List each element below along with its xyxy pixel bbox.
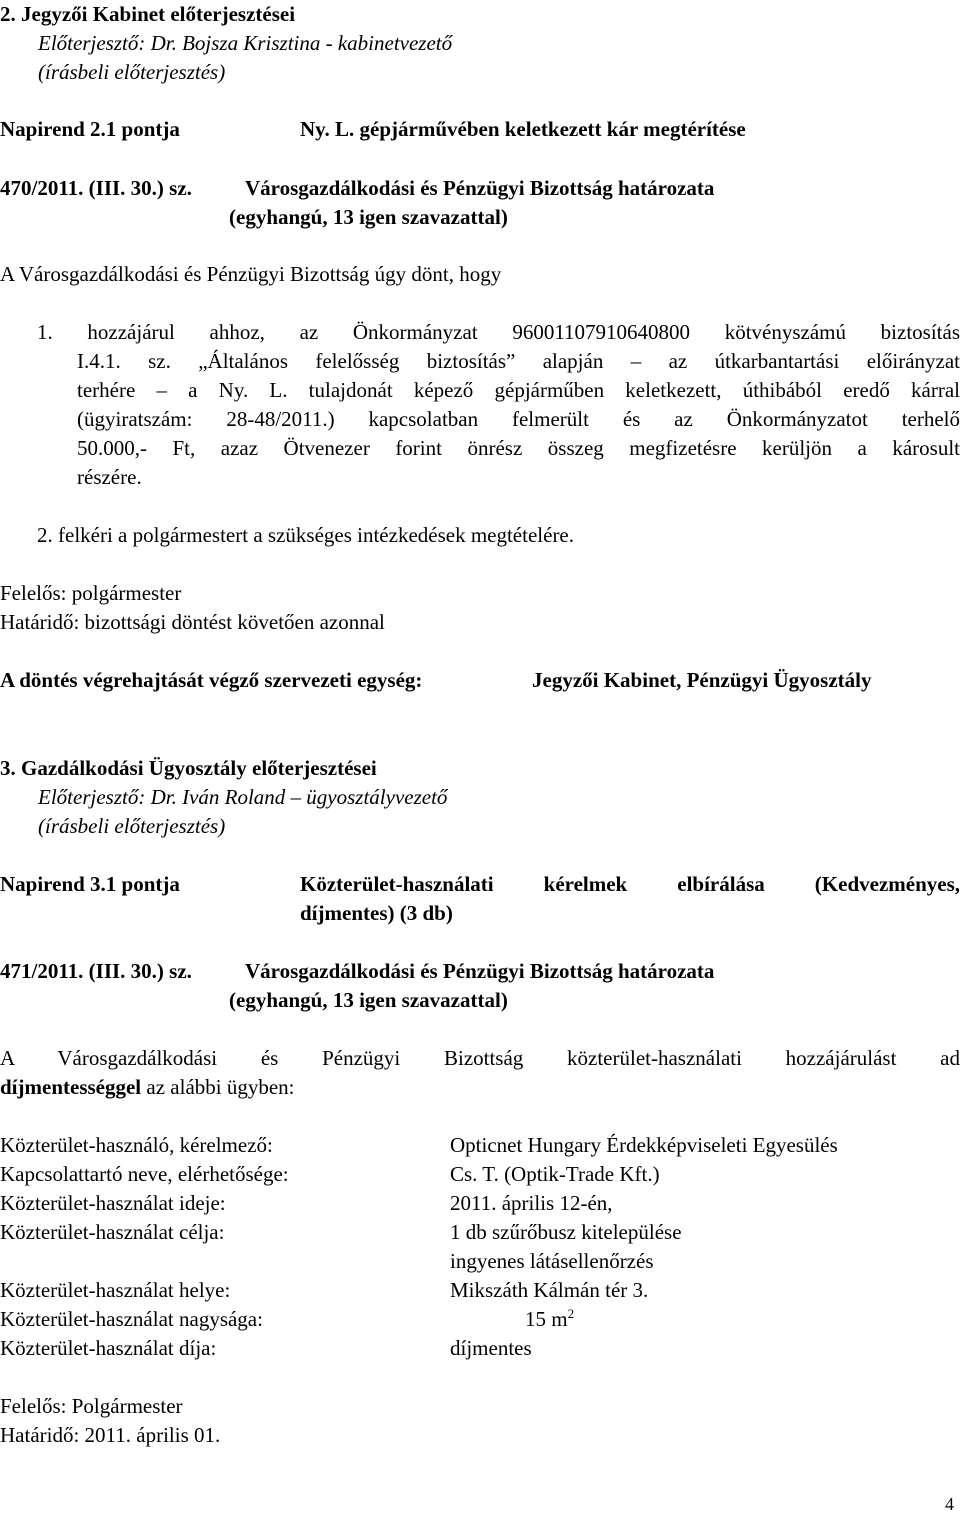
detail-label: Közterület-használat helye: <box>0 1278 231 1302</box>
section2-agenda-label: Napirend 2.1 pontja <box>0 117 180 141</box>
detail-label: Közterület-használat célja: <box>0 1220 225 1244</box>
detail-value: díjmentes <box>450 1336 532 1360</box>
section3-heading: 3. Gazdálkodási Ügyosztály előterjesztései <box>0 756 377 780</box>
detail-value: Mikszáth Kálmán tér 3. <box>450 1278 649 1302</box>
detail-label: Közterület-használat ideje: <box>0 1191 226 1215</box>
detail-label: Közterület-használat díja: <box>0 1336 217 1360</box>
detail-value: 2011. április 12-én, <box>450 1191 613 1215</box>
section2-vote: (egyhangú, 13 igen szavazattal) <box>229 205 508 229</box>
detail-label: Kapcsolattartó neve, elérhetősége: <box>0 1162 289 1186</box>
section3-intro-line2 <box>0 1073 295 1102</box>
page-number: 4 <box>945 1494 954 1514</box>
section2-agenda-title: Ny. L. gépjárművében keletkezett kár megtérítése <box>300 117 746 141</box>
section3-deadline: Határidő: 2011. április 01. <box>0 1423 221 1447</box>
section2-exec-label: A döntés végrehajtását végző szervezeti egység: <box>0 668 423 692</box>
section2-item1-line2: I.4.1. sz. „Általános felelősség biztosítás” alapján – az útkarbantartási előirányzat <box>77 349 960 373</box>
section3-agenda-label: Napirend 3.1 pontja <box>0 872 180 896</box>
detail-label: Közterület-használat nagysága: <box>0 1307 263 1331</box>
section2-exec-value: Jegyzői Kabinet, Pénzügyi Ügyosztály <box>532 668 872 692</box>
detail-value: ingyenes látásellenőrzés <box>450 1249 654 1273</box>
section2-written-note: (írásbeli előterjesztés) <box>38 60 226 84</box>
section2-resolution-number: 470/2011. (III. 30.) sz. <box>0 176 192 200</box>
section3-intro-rest: az alábbi ügyben: <box>141 1075 295 1099</box>
section3-written-note: (írásbeli előterjesztés) <box>38 814 226 838</box>
section2-item1-line1: 1. hozzájárul ahhoz, az Önkormányzat 96001107910640800 kötvényszámú biztosítás <box>37 320 960 344</box>
section2-item1-line4: (ügyiratszám: 28-48/2011.) kapcsolatban felmerült és az Önkormányzatot terhelő <box>77 407 960 431</box>
detail-value <box>525 1305 574 1334</box>
section2-item1-line5: 50.000,- Ft, azaz Ötvenezer forint önrész összeg megfizetésre kerüljön a károsult <box>77 436 960 460</box>
section2-item1-line6: részére. <box>77 465 142 489</box>
section3-agenda-title-line2: díjmentes) (3 db) <box>300 901 453 925</box>
detail-value: Opticnet Hungary Érdekképviseleti Egyesülés <box>450 1133 838 1157</box>
section2-item2: 2. felkéri a polgármestert a szükséges intézkedések megtételére. <box>37 523 575 547</box>
detail-value: 1 db szűrőbusz kitelepülése <box>450 1220 682 1244</box>
section2-presenter: Előterjesztő: Dr. Bojsza Krisztina - kabinetvezető <box>38 31 453 55</box>
section3-vote: (egyhangú, 13 igen szavazattal) <box>229 988 508 1012</box>
section2-intro: A Városgazdálkodási és Pénzügyi Bizottság úgy dönt, hogy <box>0 262 502 286</box>
section2-responsible: Felelős: polgármester <box>0 581 182 605</box>
section3-resolution-title: Városgazdálkodási és Pénzügyi Bizottság határozata <box>245 959 715 983</box>
section2-resolution-title: Városgazdálkodási és Pénzügyi Bizottság határozata <box>245 176 715 200</box>
section3-intro-bold: díjmentességgel <box>0 1075 142 1099</box>
section3-intro-line1: A Városgazdálkodási és Pénzügyi Bizottság közterület-használati hozzájárulást ad <box>0 1046 960 1070</box>
section2-item1-line3: terhére – a Ny. L. tulajdonát képező gépjárműben keletkezett, úthibából eredő kárral <box>77 378 960 402</box>
area-value: 15 m <box>525 1307 568 1331</box>
section3-presenter: Előterjesztő: Dr. Iván Roland – ügyosztályvezető <box>38 785 448 809</box>
section2-heading: 2. Jegyzői Kabinet előterjesztései <box>0 2 296 26</box>
detail-label: Közterület-használó, kérelmező: <box>0 1133 273 1157</box>
area-unit-superscript: 2 <box>567 1306 575 1321</box>
section3-agenda-title-line1: Közterület-használati kérelmek elbírálása (Kedvezményes, <box>300 872 960 896</box>
detail-value: Cs. T. (Optik-Trade Kft.) <box>450 1162 660 1186</box>
section2-deadline: Határidő: bizottsági döntést követően azonnal <box>0 610 385 634</box>
section3-responsible: Felelős: Polgármester <box>0 1394 183 1418</box>
section3-resolution-number: 471/2011. (III. 30.) sz. <box>0 959 192 983</box>
